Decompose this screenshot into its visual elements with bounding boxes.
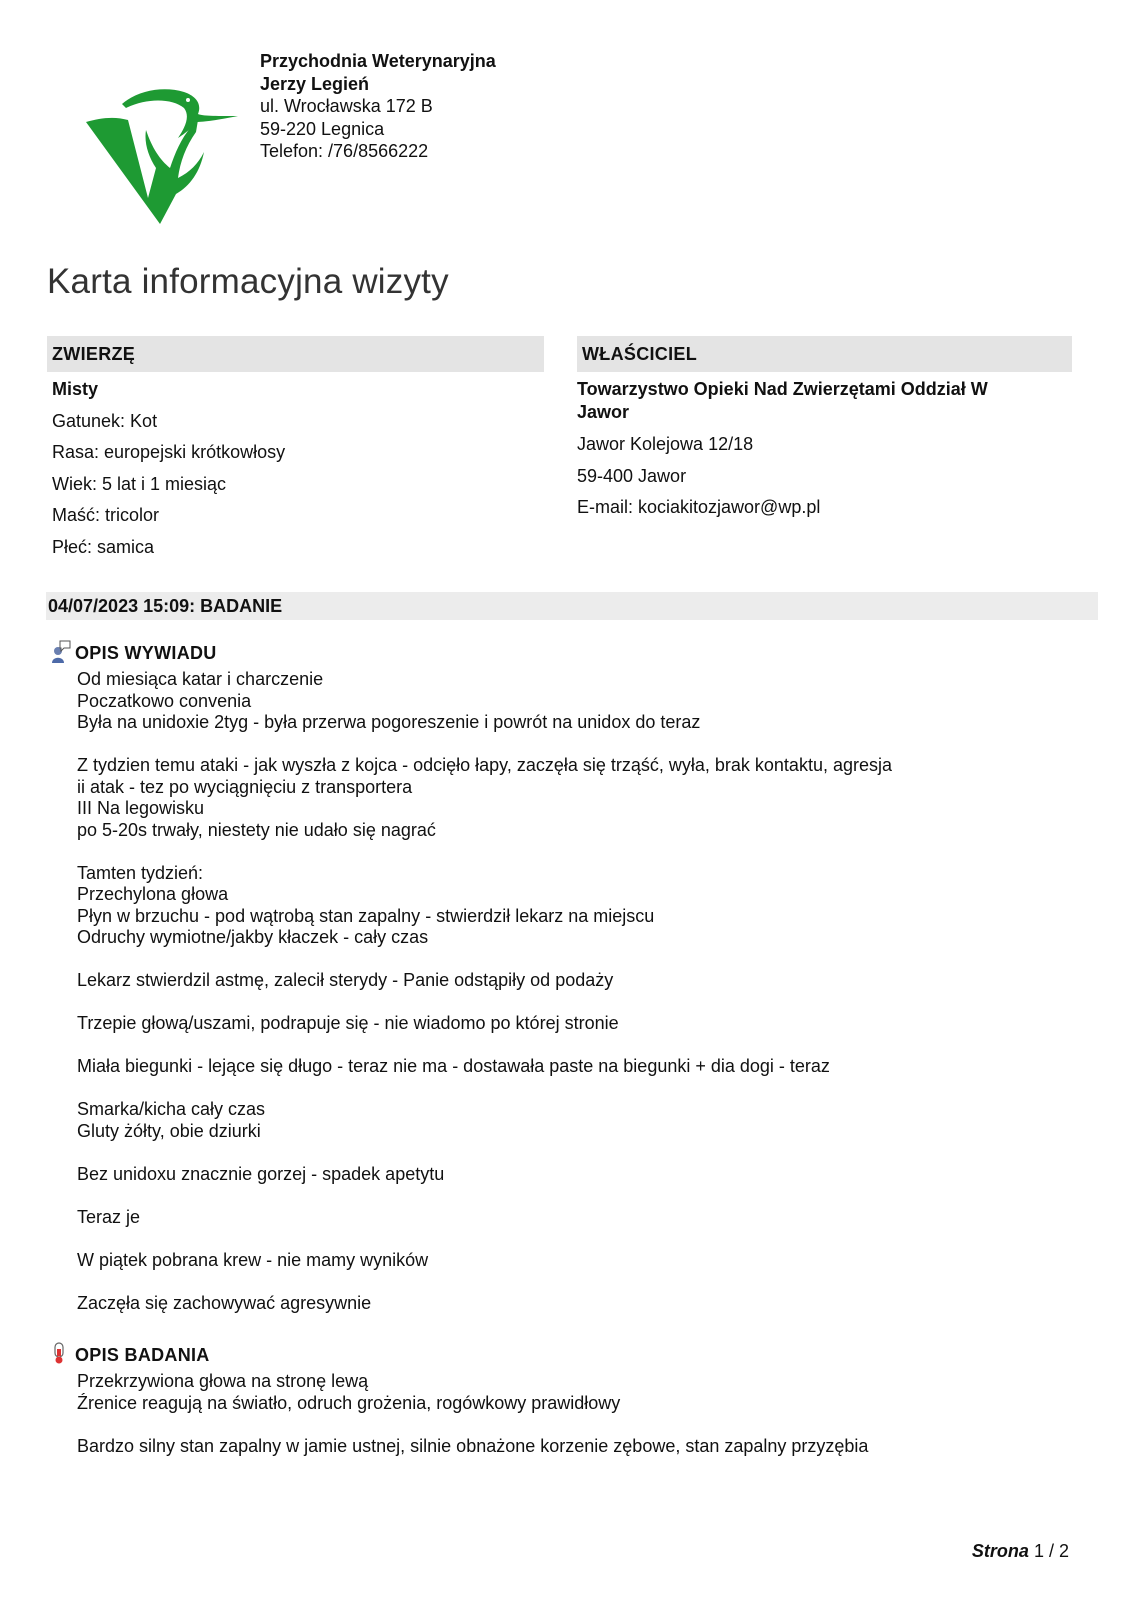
exam-header: OPIS BADANIA: [75, 1345, 210, 1366]
owner-city: 59-400 Jawor: [577, 465, 687, 486]
owner-header: WŁAŚCICIEL: [577, 336, 1072, 372]
interview-line: Smarka/kicha cały czas: [77, 1099, 266, 1119]
interview-line: ii atak - tez po wyciągnięciu z transportera: [77, 776, 413, 797]
interview-line: Teraz je: [77, 1206, 141, 1227]
interview-icon: [49, 639, 71, 663]
clinic-phone: Telefon: /76/8566222: [260, 141, 429, 161]
interview-line: Gluty żółty, obie dziurki: [77, 1120, 261, 1141]
owner-email: E-mail: kociakitozjawor@wp.pl: [577, 497, 821, 517]
interview-line: Lekarz stwierdzil astmę, zalecił sterydy - Panie odstąpiły od podaży: [77, 970, 614, 990]
interview-paragraph: [77, 1250, 1097, 1272]
interview-paragraph: [77, 669, 1097, 734]
interview-line: Z tydzien temu ataki - jak wyszła z kojca - odcięło łapy, zaczęła się trząść, wyła, brak kontaktu, agresja: [77, 755, 892, 775]
interview-paragraph: [77, 1056, 1097, 1078]
interview-line: Płyn w brzuchu - pod wątrobą stan zapalny - stwierdził lekarz na miejscu: [77, 905, 655, 926]
interview-paragraph: [77, 863, 1097, 949]
interview-line: Trzepie głową/uszami, podrapuje się - nie wiadomo po której stronie: [77, 1013, 619, 1033]
animal-color: Maść: tricolor: [52, 505, 160, 525]
interview-line: Przechylona głowa: [77, 884, 229, 904]
page-total: / 2: [1048, 1541, 1069, 1561]
clinic-city: 59-220 Legnica: [260, 118, 385, 139]
clinic-name: Przychodnia Weterynaryjna: [260, 51, 496, 71]
clinic-street: ul. Wrocławska 172 B: [260, 96, 433, 116]
page-label: Strona: [971, 1541, 1029, 1561]
exam-icon: [49, 1341, 71, 1365]
interview-line: Poczatkowo convenia: [77, 690, 252, 711]
interview-paragraph: [77, 1099, 1097, 1142]
owner-name-line1: Towarzystwo Opieki Nad Zwierzętami Oddział W: [577, 379, 988, 399]
owner-address: Jawor Kolejowa 12/18: [577, 434, 754, 454]
visit-header: 04/07/2023 15:09: BADANIE: [46, 592, 1098, 620]
clinic-info: [260, 50, 496, 163]
animal-name: Misty: [52, 379, 99, 399]
interview-line: po 5-20s trwały, niestety nie udało się nagrać: [77, 819, 436, 840]
interview-line: Była na unidoxie 2tyg - była przerwa pogoreszenie i powrót na unidox do teraz: [77, 712, 701, 732]
interview-paragraph: [77, 1207, 1097, 1229]
interview-line: Od miesiąca katar i charczenie: [77, 669, 324, 689]
clinic-logo: [86, 86, 238, 226]
animal-sex: Płeć: samica: [52, 536, 155, 557]
page-number: 1: [1033, 1541, 1044, 1561]
interview-line: III Na legowisku: [77, 798, 205, 818]
owner-name: [577, 374, 1072, 429]
interview-paragraph: [77, 970, 1097, 992]
animal-age: Wiek: 5 lat i 1 miesiąc: [52, 473, 227, 494]
interview-body: [77, 669, 1097, 1314]
animal-header: ZWIERZĘ: [47, 336, 544, 372]
interview-line: Odruchy wymiotne/jakby kłaczek - cały czas: [77, 927, 429, 947]
page-indicator: [972, 1541, 1069, 1562]
interview-paragraph: [77, 1164, 1097, 1186]
clinic-doctor: Jerzy Legień: [260, 73, 370, 94]
owner-name-line2: Jawor: [577, 402, 630, 422]
owner-details: [577, 374, 1072, 524]
exam-paragraph: [77, 1371, 1097, 1414]
animal-breed: Rasa: europejski krótkowłosy: [52, 442, 286, 462]
interview-header: OPIS WYWIADU: [75, 643, 217, 664]
interview-paragraph: [77, 755, 1097, 841]
interview-line: Miała biegunki - lejące się długo - teraz nie ma - dostawała paste na biegunki + dia dogi - teraz: [77, 1056, 830, 1076]
interview-line: Tamten tydzień:: [77, 862, 204, 883]
interview-line: Bez unidoxu znacznie gorzej - spadek apetytu: [77, 1163, 445, 1184]
exam-line: Przekrzywiona głowa na stronę lewą: [77, 1371, 369, 1391]
animal-details: [52, 374, 542, 563]
exam-line: Źrenice reagują na światło, odruch grożenia, rogówkowy prawidłowy: [77, 1392, 621, 1413]
interview-paragraph: [77, 1293, 1097, 1315]
page-title: Karta informacyjna wizyty: [47, 262, 449, 301]
exam-paragraph: [77, 1436, 1097, 1458]
animal-species: Gatunek: Kot: [52, 410, 158, 431]
interview-paragraph: [77, 1013, 1097, 1035]
interview-line: Zaczęła się zachowywać agresywnie: [77, 1292, 372, 1313]
exam-body: [77, 1371, 1097, 1457]
interview-line: W piątek pobrana krew - nie mamy wyników: [77, 1249, 429, 1270]
exam-line: Bardzo silny stan zapalny w jamie ustnej, silnie obnażone korzenie zębowe, stan zapalny przyzębia: [77, 1435, 869, 1456]
